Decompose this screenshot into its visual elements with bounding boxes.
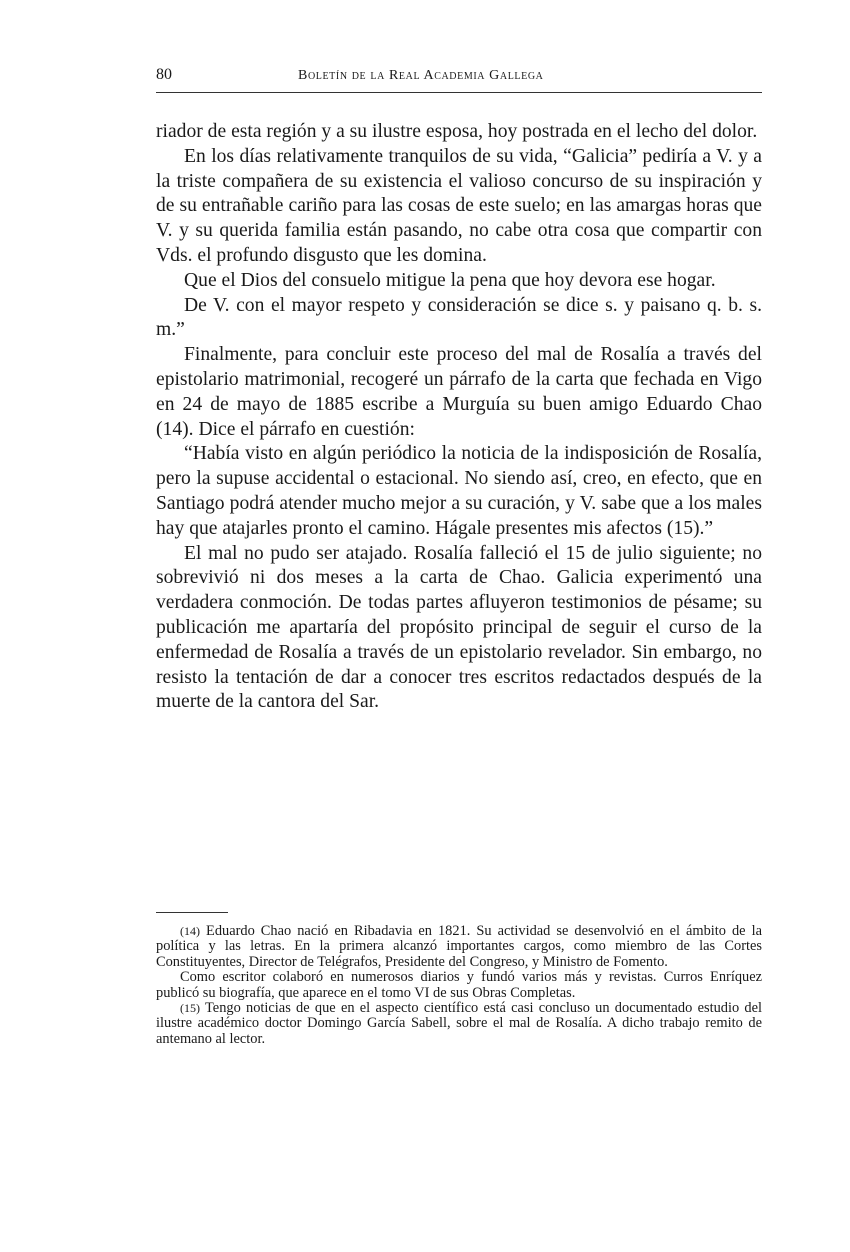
paragraph: Finalmente, para concluir este proceso del mal de Rosalía a través del epistolario matrimonial, recogeré un párrafo de la carta que fechada en Vigo en 24 de mayo de 1885 escribe a Murguía su buen amigo Eduardo Chao (14). Dice el párrafo en cuestión: (156, 344, 762, 440)
footnote-text: Tengo noticias de que en el aspecto científico está casi concluso un documentado estudio del ilustre académico doctor Domingo García Sabell, sobre el mal de Rosalía. A dicho trabajo remito de antemano al lector. (156, 1000, 763, 1047)
quoted-paragraph: “Había visto en algún periódico la noticia de la indisposición de Rosalía, pero la supuse accidental o estacional. No siendo así, creo, en efecto, que en Santiago podrá atender mucho mejor a su curación, y V. sabe que a los males hay que atajarles pronto el camino. Hágale presentes mis afectos (15).” (156, 443, 762, 539)
footnote-15 (156, 1001, 762, 1047)
footnotes (156, 924, 762, 1047)
footnote-divider (156, 912, 228, 913)
body-text (156, 120, 762, 715)
footnote-number: (15) (180, 1001, 200, 1016)
paragraph: En los días relativamente tranquilos de su vida, “Galicia” pediría a V. y a la triste compañera de su existencia el valioso concurso de su inspiración y de su entrañable cariño para las cosas de este suelo; en las amargas horas que V. y su querida familia están pasando, no cabe otra cosa que compartir con Vds. el profundo disgusto que les domina. (156, 145, 762, 266)
running-header (156, 66, 762, 93)
footnote-text: Eduardo Chao nació en Ribadavia en 1821. Su actividad se desenvolvió en el ámbito de la política y las letras. En la primera alcanzó importantes cargos, como miembro de las Cortes Constituyentes, Director de Telégrafos, Presidente del Congreso, y Ministro de Fomento. (156, 923, 762, 970)
footnote-number: (14) (180, 924, 200, 938)
page-number: 80 (156, 66, 172, 83)
paragraph: Que el Dios del consuelo mitigue la pena que hoy devora ese hogar. (184, 269, 716, 291)
footnote-14-continuation: Como escritor colaboró en numerosos diarios y fundó varios más y revistas. Curros Enríquez publicó su biografía, que aparece en el tomo VI de sus Obras Completas. (156, 969, 762, 1001)
paragraph: riador de esta región y a su ilustre esposa, hoy postrada en el lecho del dolor. (156, 121, 758, 142)
paragraph: El mal no pudo ser atajado. Rosalía falleció el 15 de julio siguiente; no sobrevivió ni dos meses a la carta de Chao. Galicia experimentó una verdadera conmoción. De todas partes afluyeron testimonios de pésame; su publicación me apartaría del propósito principal de seguir el curso de la enfermedad de Rosalía a través de un epistolario revelador. Sin embargo, no resisto la tentación de dar a conocer tres escritos redactados después de la muerte de la cantora del Sar. (156, 542, 762, 713)
journal-title: Boletín de la Real Academia Gallega (298, 68, 544, 83)
footnote-14 (156, 924, 762, 970)
paragraph: De V. con el mayor respeto y consideración se dice s. y paisano q. b. s. m.” (156, 294, 762, 341)
